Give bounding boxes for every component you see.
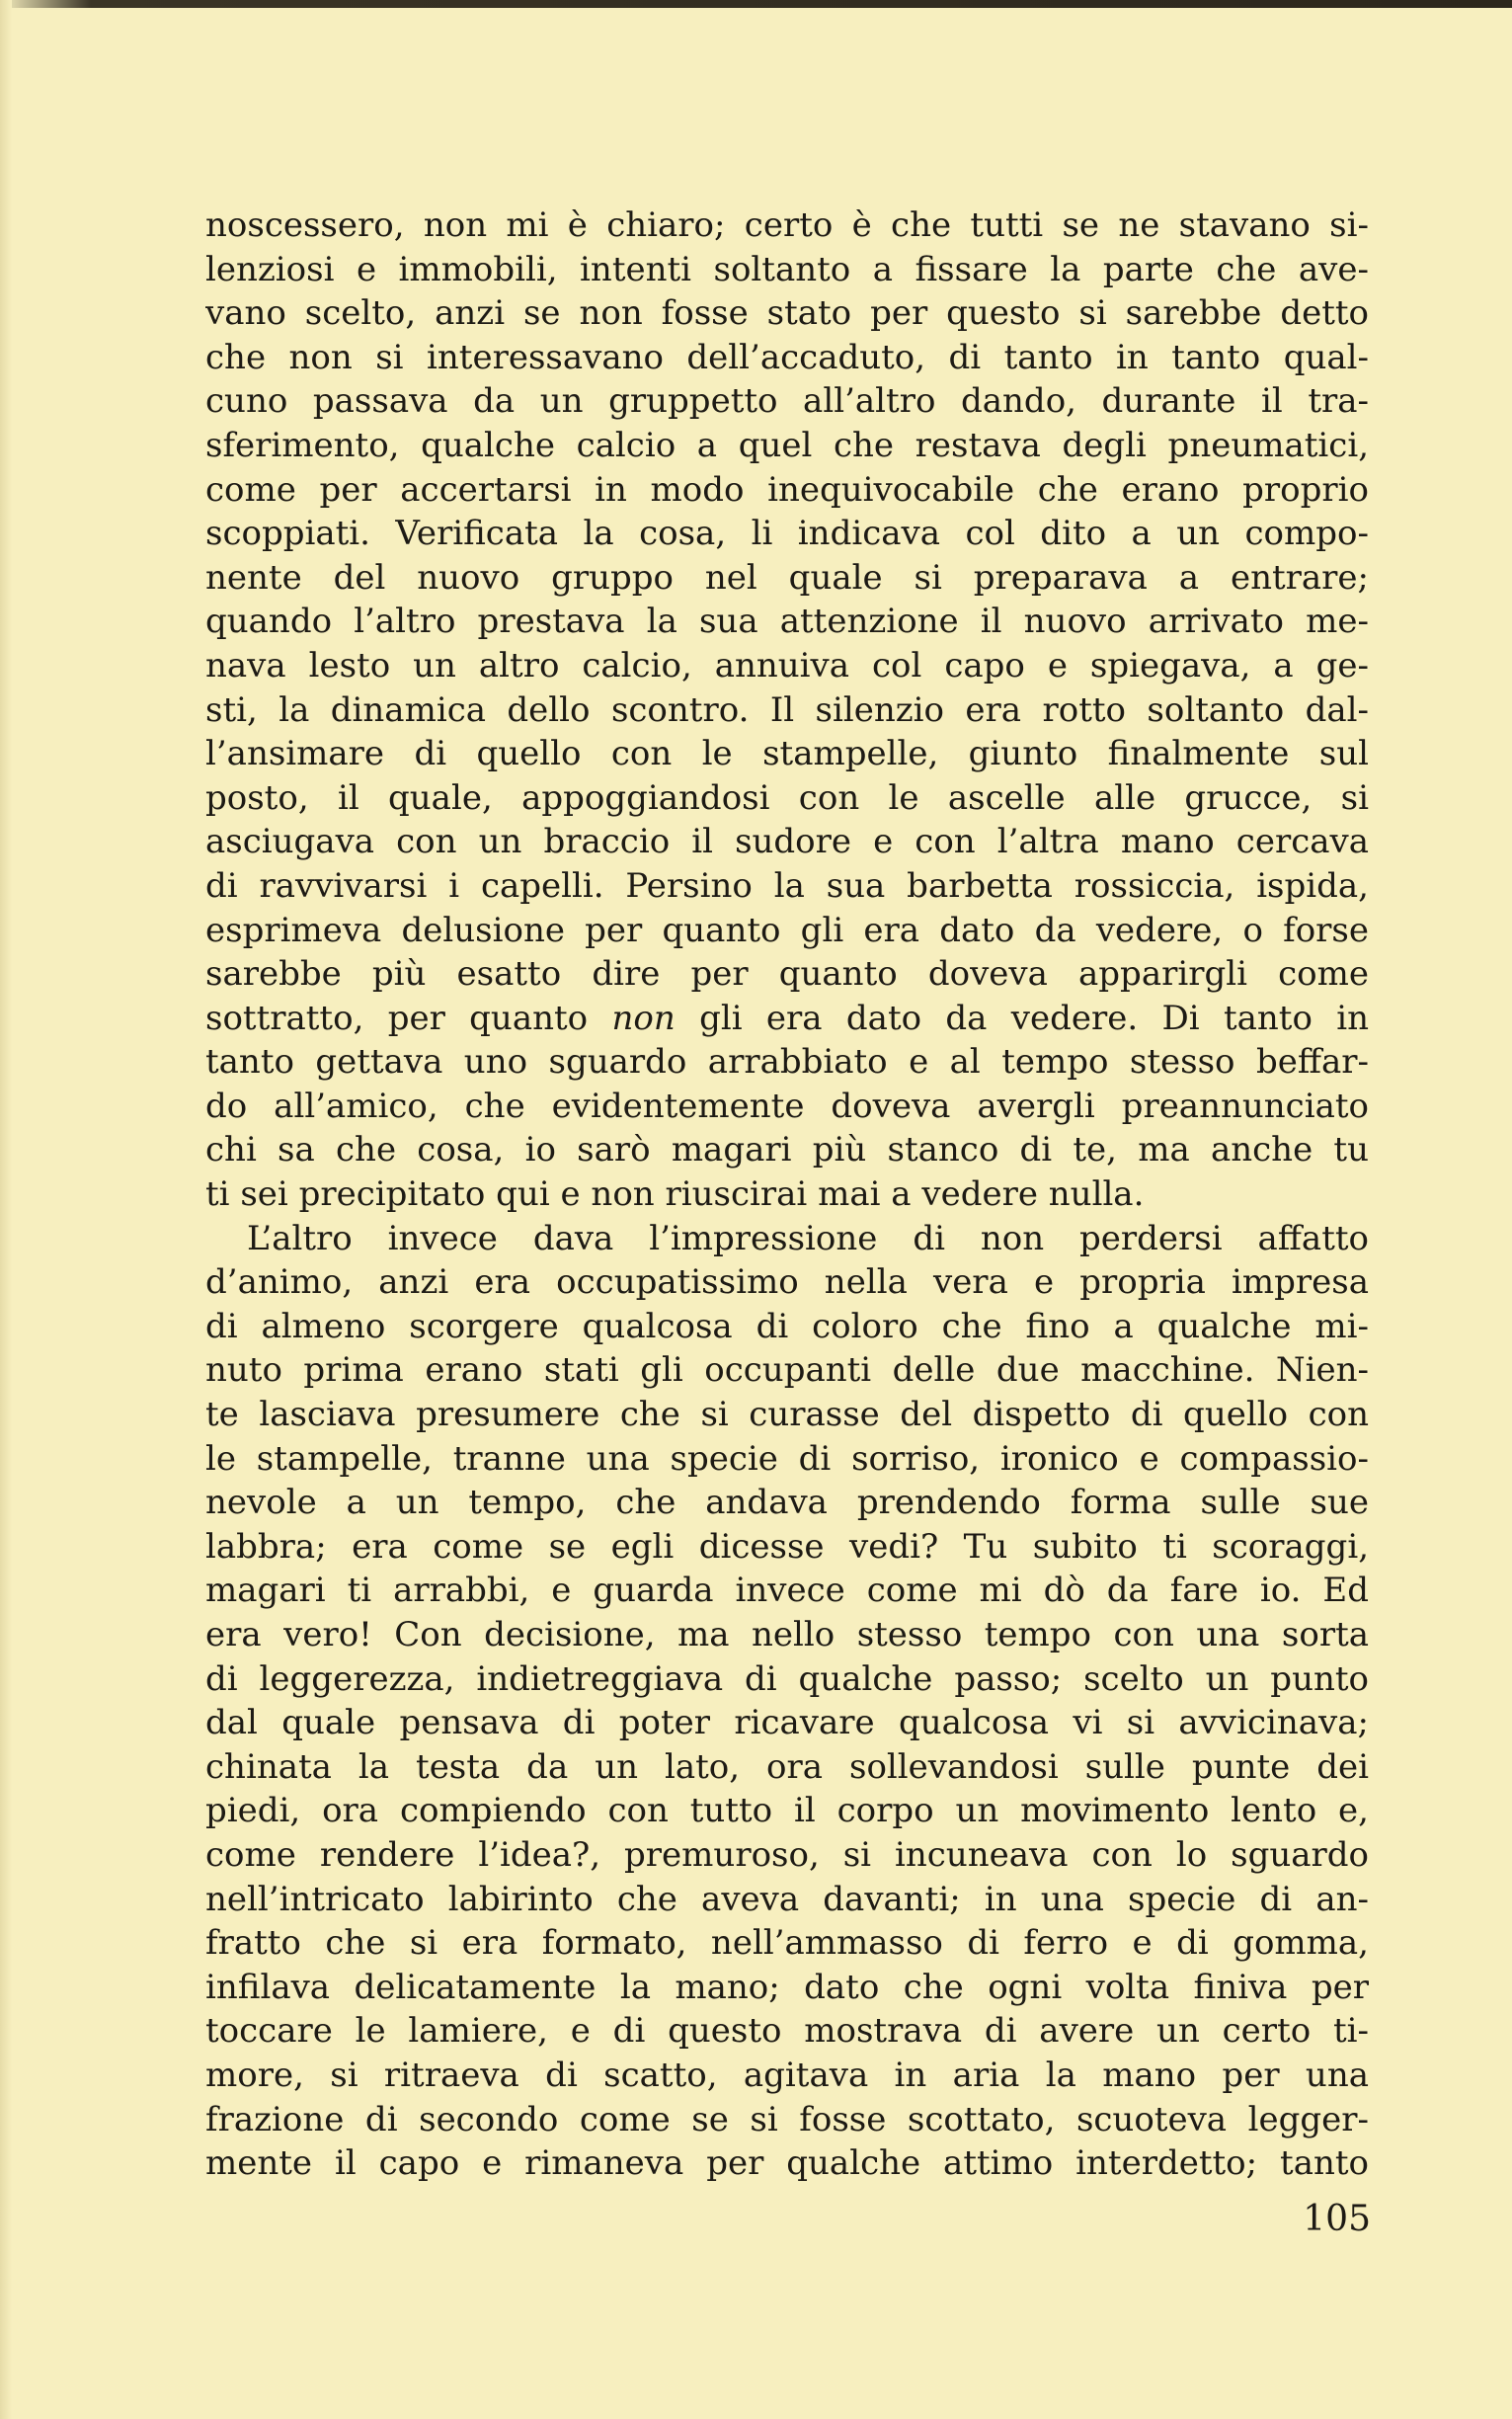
page-left-edge — [0, 0, 12, 2419]
text-line: ti sei precipitato qui e non riuscirai mai a vedere nulla. — [205, 1174, 1145, 1215]
text-line: labbra; era come se egli dicesse vedi? Tu subito ti scoraggi, — [205, 1526, 1369, 1567]
text-line: L’altro invece dava l’impressione di non perdersi affatto — [247, 1218, 1369, 1258]
text-line: frazione di secondo come se si fosse scottato, scuoteva legger- — [205, 2099, 1369, 2139]
text-line: posto, il quale, appoggiandosi con le ascelle alle grucce, si — [205, 777, 1369, 818]
text-line: era vero! Con decisione, ma nello stesso tempo con una sorta — [205, 1615, 1369, 1654]
text-line: tanto gettava uno sguardo arrabbiato e al tempo stesso beffar- — [205, 1042, 1369, 1083]
text-line: mente il capo e rimaneva per qualche attimo interdetto; tanto — [205, 2143, 1369, 2184]
text-line: chinata la testa da un lato, ora sollevandosi sulle punte dei — [205, 1746, 1369, 1787]
text-line: infilava delicatamente la mano; dato che ogni volta finiva per — [205, 1967, 1369, 2007]
italic-word: non — [611, 998, 676, 1038]
text-line: sferimento, qualche calcio a quel che restava degli pneumatici, — [205, 425, 1369, 465]
text-line: magari ti arrabbi, e guarda invece come mi dò da fare io. Ed — [205, 1571, 1369, 1611]
text-line: te lasciava presumere che si curasse del dispetto di quello con — [205, 1395, 1369, 1435]
text-segment: sottratto, per quanto — [205, 998, 589, 1038]
text-line: quando l’altro prestava la sua attenzione il nuovo arrivato me- — [205, 602, 1369, 642]
text-line: che non si interessavano dell’accaduto, di tanto in tanto qual- — [205, 337, 1369, 377]
text-line: do all’amico, che evidentemente doveva avergli preannunciato — [205, 1086, 1369, 1126]
page-top-edge — [0, 0, 1512, 8]
text-line: cuno passava da un gruppetto all’altro dando, durante il tra- — [205, 381, 1369, 422]
text-line: di almeno scorgere qualcosa di coloro che fino a qualche mi- — [205, 1306, 1369, 1346]
text-line: fratto che si era formato, nell’ammasso di ferro e di gomma, — [205, 1923, 1369, 1964]
text-line: sarebbe più esatto dire per quanto doveva apparirgli come — [205, 954, 1369, 995]
text-line: piedi, ora compiendo con tutto il corpo un movimento lento e, — [205, 1791, 1369, 1831]
text-line: toccare le lamiere, e di questo mostrava di avere un certo ti- — [205, 2011, 1369, 2052]
text-line: come rendere l’idea?, premuroso, si incuneava con lo sguardo — [205, 1834, 1369, 1875]
text-line: noscessero, non mi è chiaro; certo è che tutti se ne stavano si- — [205, 205, 1369, 245]
text-line-with-italic — [205, 997, 1369, 1041]
text-line: scoppiati. Verificata la cosa, li indicava col dito a un compo- — [205, 514, 1369, 554]
page-number: 105 — [1303, 2199, 1371, 2239]
text-line: come per accertarsi in modo inequivocabile che erano proprio — [205, 469, 1369, 510]
text-line: di leggerezza, indietreggiava di qualche passo; scelto un punto — [205, 1658, 1369, 1699]
text-line: asciugava con un braccio il sudore e con l’altra mano cercava — [205, 822, 1369, 862]
book-page-text — [205, 203, 1369, 2186]
text-line: nevole a un tempo, che andava prendendo forma sulle sue — [205, 1483, 1369, 1523]
text-segment: gli era dato da vedere. Di tanto in — [699, 998, 1369, 1038]
text-line: nell’intricato labirinto che aveva davanti; in una specie di an- — [205, 1879, 1369, 1919]
text-line: nuto prima erano stati gli occupanti delle due macchine. Nien- — [205, 1350, 1369, 1391]
text-line: sti, la dinamica dello scontro. Il silenzio era rotto soltanto dal- — [205, 689, 1369, 730]
text-line: d’animo, anzi era occupatissimo nella vera e propria impresa — [205, 1262, 1369, 1303]
text-line: dal quale pensava di poter ricavare qualcosa vi si avvicinava; — [205, 1703, 1369, 1743]
text-line: lenziosi e immobili, intenti soltanto a fissare la parte che ave- — [205, 249, 1369, 289]
text-line: more, si ritraeva di scatto, agitava in aria la mano per una — [205, 2055, 1369, 2095]
text-line: nava lesto un altro calcio, annuiva col capo e spiegava, a ge- — [205, 645, 1369, 685]
text-line: nente del nuovo gruppo nel quale si preparava a entrare; — [205, 557, 1369, 598]
text-line: vano scelto, anzi se non fosse stato per questo si sarebbe detto — [205, 293, 1369, 334]
text-line: esprimeva delusione per quanto gli era dato da vedere, o forse — [205, 910, 1369, 950]
text-line: di ravvivarsi i capelli. Persino la sua barbetta rossiccia, ispida, — [205, 865, 1369, 906]
text-line: l’ansimare di quello con le stampelle, giunto finalmente sul — [205, 734, 1369, 774]
text-line: chi sa che cosa, io sarò magari più stanco di te, ma anche tu — [205, 1130, 1369, 1170]
text-line: le stampelle, tranne una specie di sorriso, ironico e compassio- — [205, 1438, 1369, 1479]
